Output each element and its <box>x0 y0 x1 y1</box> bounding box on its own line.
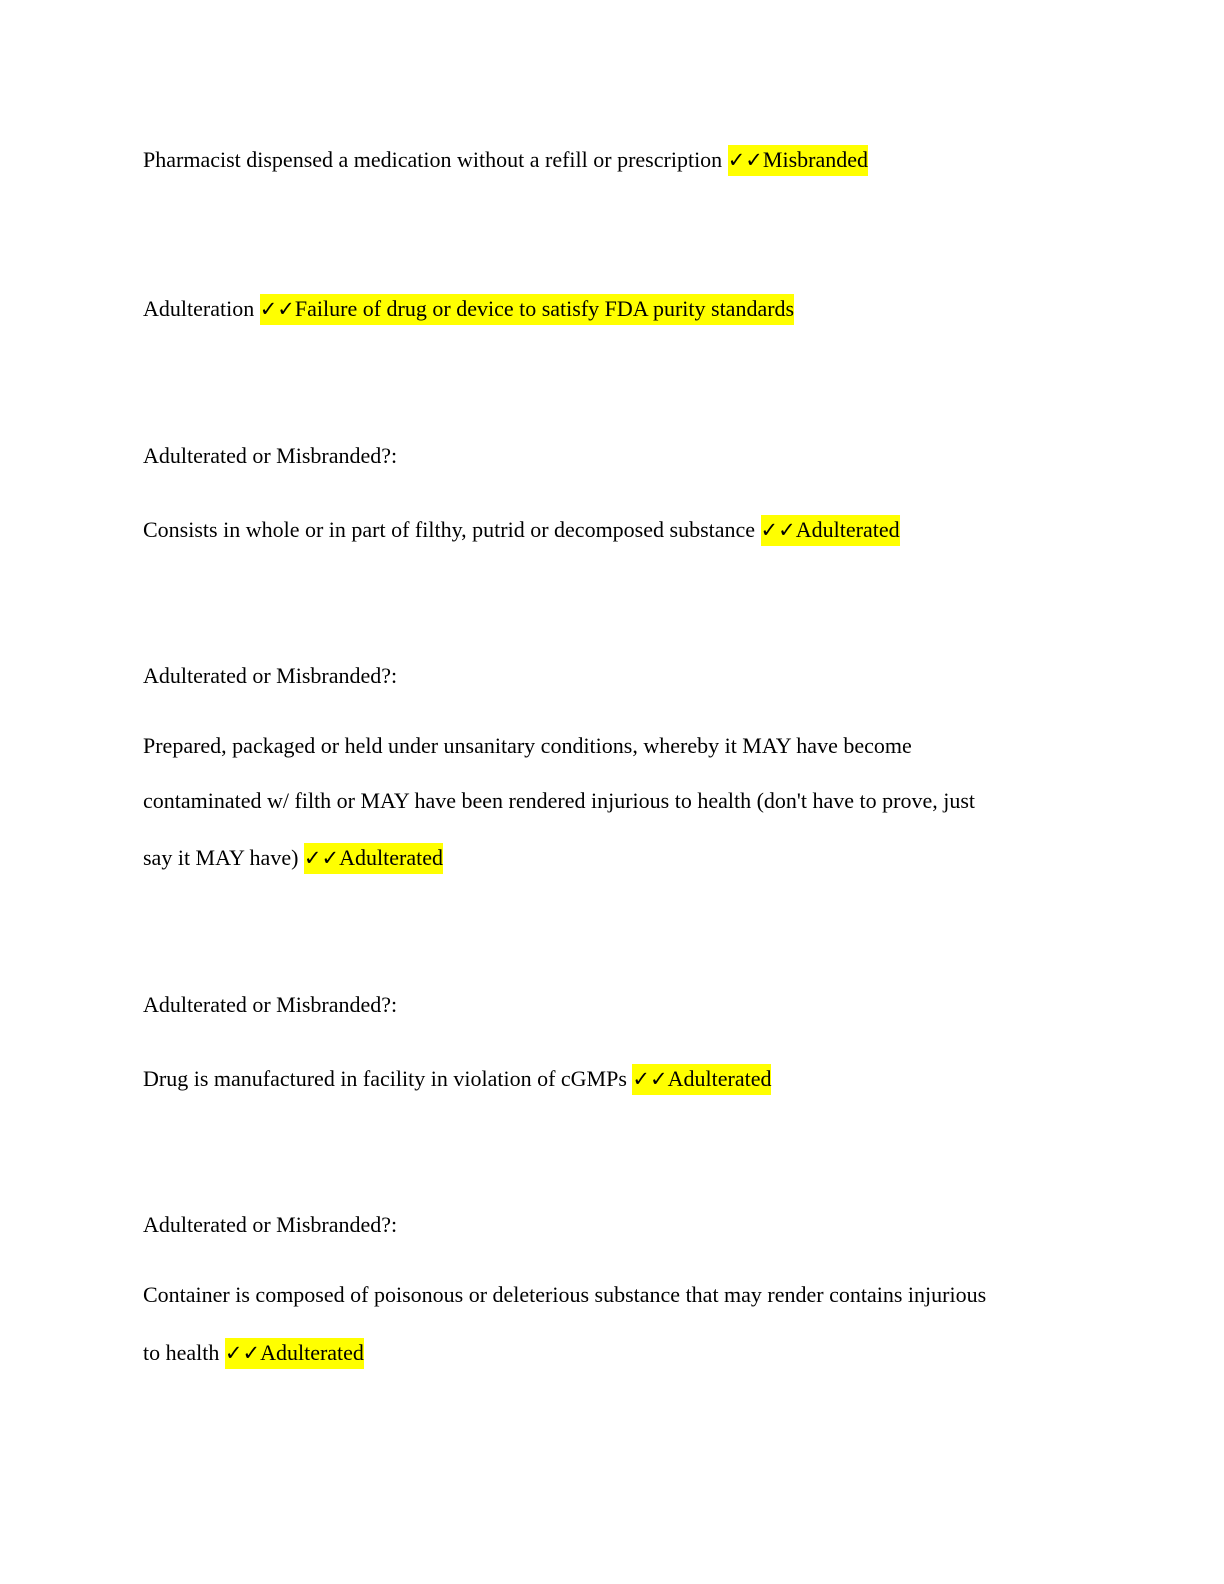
card-2-answer: Failure of drug or device to satisfy FDA purity standards <box>294 296 795 321</box>
check-mark-icon: ✓✓ <box>760 518 796 542</box>
check-mark-icon: ✓✓ <box>259 297 295 321</box>
card-2-term: Adulteration <box>143 296 260 321</box>
card-3-answer: Adulterated <box>795 517 900 542</box>
card-6-answer: Adulterated <box>260 1340 364 1365</box>
card-4-term-line-1: Prepared, packaged or held under unsanitary conditions, whereby it MAY have become <box>143 733 912 758</box>
card-6-term-line-1: Container is composed of poisonous or deleterious substance that may render contains injurious <box>143 1282 987 1307</box>
card-5-line <box>143 1064 771 1094</box>
card-3-prompt: Adulterated or Misbranded?: <box>143 443 398 468</box>
card-2-answer-highlight <box>260 294 794 325</box>
check-mark-icon: ✓✓ <box>727 148 763 172</box>
check-mark-icon: ✓✓ <box>303 846 340 870</box>
card-4-term-line-2: contaminated w/ filth or MAY have been rendered injurious to health (don't have to prove, just <box>143 788 976 813</box>
card-4-line <box>143 843 443 873</box>
card-5-term: Drug is manufactured in facility in violation of cGMPs <box>143 1066 633 1091</box>
card-4-answer-highlight <box>304 843 443 874</box>
card-5-answer-highlight <box>632 1064 771 1095</box>
card-4-answer: Adulterated <box>339 845 443 870</box>
card-5-answer: Adulterated <box>667 1066 772 1091</box>
card-1-term: Pharmacist dispensed a medication without a refill or prescription <box>143 147 728 172</box>
card-6-prompt: Adulterated or Misbranded?: <box>143 1212 398 1237</box>
card-6-term-line-2: to health <box>143 1340 225 1365</box>
check-mark-icon: ✓✓ <box>224 1341 261 1365</box>
card-3-answer-highlight <box>761 515 900 546</box>
card-6-line <box>143 1338 364 1368</box>
card-1-answer: Misbranded <box>762 147 868 172</box>
check-mark-icon: ✓✓ <box>632 1067 668 1091</box>
card-5-prompt: Adulterated or Misbranded?: <box>143 992 398 1017</box>
card-4-prompt: Adulterated or Misbranded?: <box>143 663 398 688</box>
card-2-line <box>143 294 794 324</box>
card-4-term-line-3: say it MAY have) <box>143 845 304 870</box>
card-3-term: Consists in whole or in part of filthy, putrid or decomposed substance <box>143 517 761 542</box>
card-1-line <box>143 145 868 175</box>
card-3-line <box>143 515 900 545</box>
card-1-answer-highlight <box>728 145 868 176</box>
card-6-answer-highlight <box>225 1338 364 1369</box>
